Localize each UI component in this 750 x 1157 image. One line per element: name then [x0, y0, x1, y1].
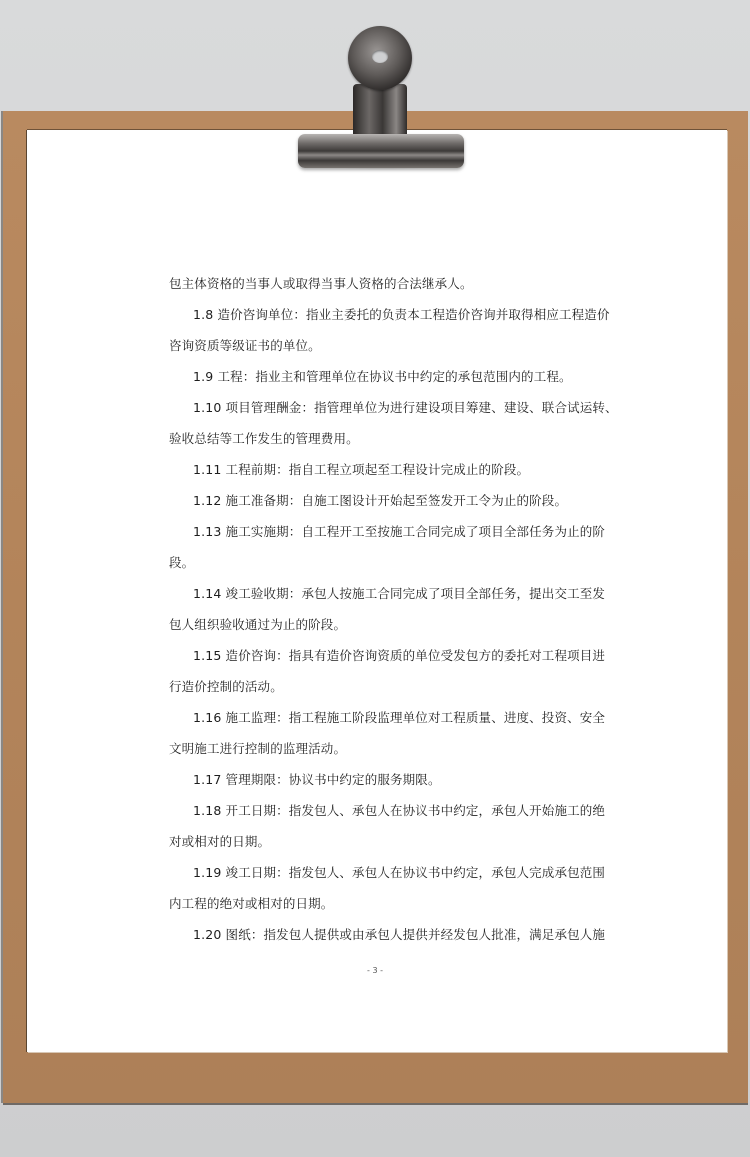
text-line: 1.12 施工准备期：自施工图设计开始起至签发开工令为止的阶段。 — [193, 493, 568, 508]
text-line: 1.13 施工实施期：自工程开工至按施工合同完成了项目全部任务为止的阶 — [193, 524, 606, 539]
text-line: 对或相对的日期。 — [169, 834, 271, 849]
text-line: 1.10 项目管理酬金：指管理单位为进行建设项目筹建、建设、联合试运转、 — [193, 400, 618, 415]
text-line: 咨询资质等级证书的单位。 — [169, 338, 321, 353]
text-line: 1.11 工程前期：指自工程立项起至工程设计完成止的阶段。 — [193, 462, 530, 477]
binder-clip-jaw — [298, 134, 464, 168]
text-line: 1.14 竣工验收期：承包人按施工合同完成了项目全部任务，提出交工至发 — [193, 586, 606, 601]
text-line: 行造价控制的活动。 — [169, 679, 283, 694]
text-line: 1.20 图纸：指发包人提供或由承包人提供并经发包人批准，满足承包人施 — [193, 927, 606, 942]
text-line: 包主体资格的当事人或取得当事人资格的合法继承人。 — [169, 276, 473, 291]
text-line: 1.19 竣工日期：指发包人、承包人在协议书中约定，承包人完成承包范围 — [193, 865, 606, 880]
text-line: 1.15 造价咨询：指具有造价咨询资质的单位受发包方的委托对工程项目进 — [193, 648, 606, 663]
binder-clip-neck — [353, 84, 407, 139]
text-line: 内工程的绝对或相对的日期。 — [169, 896, 334, 911]
page-number: - 3 - — [367, 966, 383, 975]
text-line: 1.18 开工日期：指发包人、承包人在协议书中约定，承包人开始施工的绝 — [193, 803, 606, 818]
text-line: 1.17 管理期限：协议书中约定的服务期限。 — [193, 772, 441, 787]
text-line: 1.16 施工监理：指工程施工阶段监理单位对工程质量、进度、投资、安全 — [193, 710, 606, 725]
text-line: 1.9 工程：指业主和管理单位在协议书中约定的承包范围内的工程。 — [193, 369, 572, 384]
text-line: 文明施工进行控制的监理活动。 — [169, 741, 347, 756]
text-line: 包人组织验收通过为止的阶段。 — [169, 617, 347, 632]
text-line: 1.8 造价咨询单位：指业主委托的负责本工程造价咨询并取得相应工程造价 — [193, 307, 610, 322]
text-line: 段。 — [169, 555, 195, 570]
binder-clip-hole — [372, 50, 388, 63]
document-body — [169, 268, 618, 950]
text-line: 验收总结等工作发生的管理费用。 — [169, 431, 359, 446]
